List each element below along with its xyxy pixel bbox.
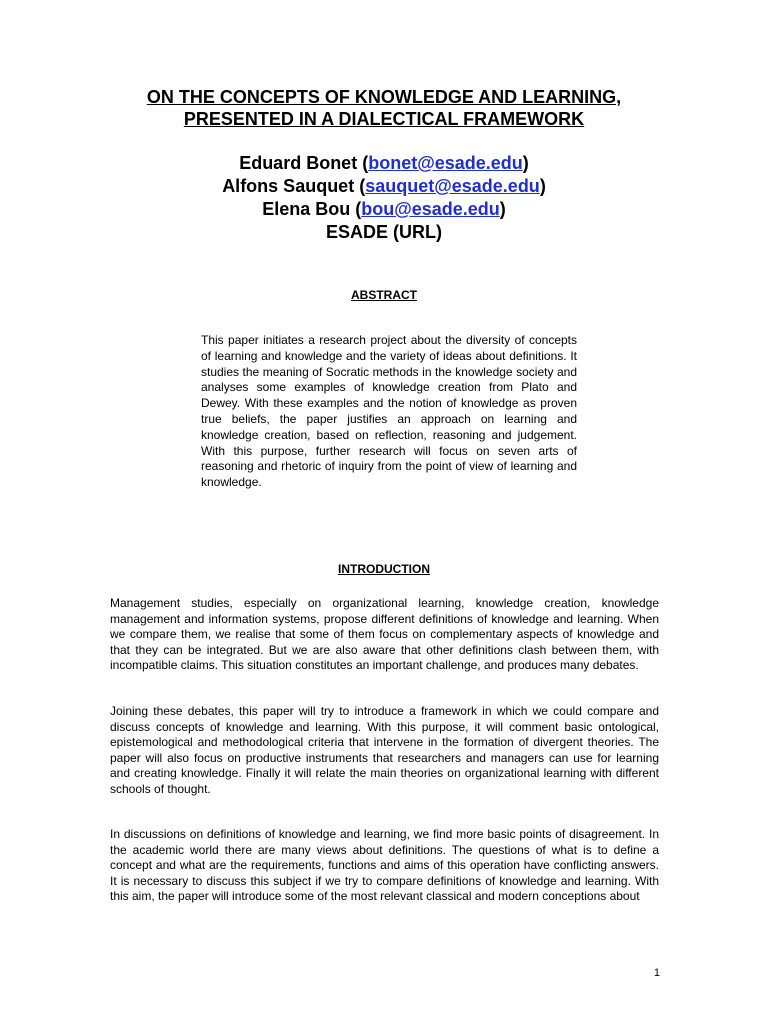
title-line-1: ON THE CONCEPTS OF KNOWLEDGE AND LEARNING,	[146, 87, 622, 107]
author-name: Alfons Sauquet	[222, 176, 355, 196]
author-line: Eduard Bonet (bonet@esade.edu)	[239, 153, 529, 173]
abstract-heading: ABSTRACT	[351, 288, 417, 302]
title-line-2: PRESENTED IN A DIALECTICAL FRAMEWORK	[183, 109, 585, 129]
author-line: Elena Bou (bou@esade.edu)	[262, 199, 506, 219]
author-email-link[interactable]: bonet@esade.edu	[368, 153, 523, 173]
author-email-link[interactable]: bou@esade.edu	[361, 199, 500, 219]
body-paragraph: Management studies, especially on organizational learning, knowledge creation, knowledge management and information systems, propose different definitions of knowledge and learning. When we compare them, we realise that some of them focus on complementary aspects of knowledge and that they can be integrated. But we are also aware that other definitions clash between them, with incompatible claims. This situation constitutes an important challenge, and produces many debates.	[110, 596, 659, 673]
page-number: 1	[653, 967, 660, 979]
author-name: Eduard Bonet	[239, 153, 358, 173]
body-paragraph: In discussions on definitions of knowledge and learning, we find more basic points of disagreement. In the academic world there are many views about definitions. The questions of what is to define a concept and what are the requirements, functions and aims of this operation have conflicting answers. It is necessary to discuss this subject if we try to compare definitions of knowledge and learning. With this aim, the paper will introduce some of the most relevant classical and modern conceptions about	[110, 827, 659, 904]
abstract-text: This paper initiates a research project about the diversity of concepts of learning and knowledge and the variety of ideas about definitions. It studies the meaning of Socratic methods in the knowledge society and analyses some examples of knowledge creation from Plato and Dewey. With these examples and the notion of knowledge as proven true beliefs, the paper justifies an approach on learning and knowledge creation, based on reflection, reasoning and judgement. With this purpose, further research will focus on seven arts of reasoning and rhetoric of inquiry from the point of view of learning and knowledge.	[201, 333, 577, 490]
body-paragraph: Joining these debates, this paper will try to introduce a framework in which we could compare and discuss concepts of knowledge and learning. With this purpose, it will comment basic ontological, epistemological and methodological criteria that intervene in the formation of divergent theories. The paper will also focus on productive instruments that researchers and managers can use for learning and creating knowledge. Finally it will relate the main theories on organizational learning with different schools of thought.	[110, 704, 659, 796]
author-email-link[interactable]: sauquet@esade.edu	[365, 176, 540, 196]
paper-title	[60, 86, 708, 130]
introduction-heading: INTRODUCTION	[338, 562, 430, 576]
author-line: Alfons Sauquet (sauquet@esade.edu)	[222, 176, 546, 196]
affiliation: ESADE (URL)	[326, 222, 442, 242]
author-block	[60, 152, 708, 244]
author-name: Elena Bou	[262, 199, 351, 219]
